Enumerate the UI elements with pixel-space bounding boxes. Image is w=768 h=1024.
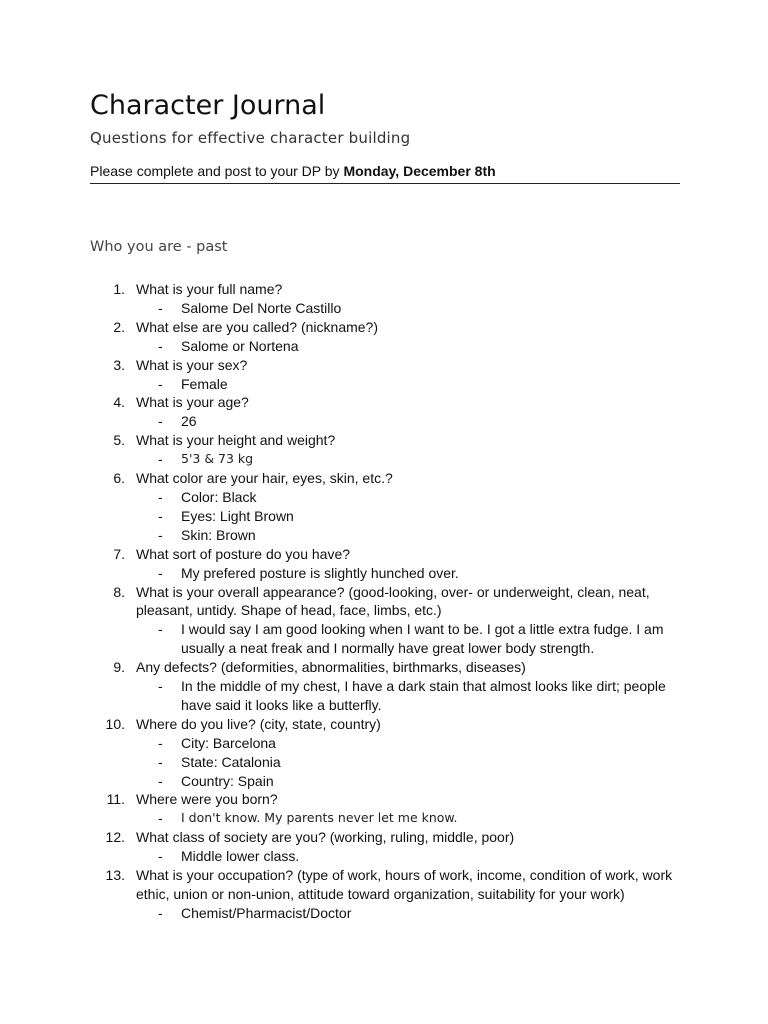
question-text: What is your sex? (136, 356, 248, 373)
question-item (90, 545, 680, 564)
question-item (90, 356, 680, 375)
header-divider (90, 183, 680, 184)
answer-text: I would say I am good looking when I want to be. I got a little extra fudge. I am usually a neat freak and I normally have great lower body strength. (181, 621, 664, 657)
answer-bullet: - (158, 299, 163, 316)
answer-bullet: - (158, 848, 163, 865)
question-number: 6. (113, 470, 125, 487)
instruction-line (90, 163, 680, 179)
question-number: 7. (113, 545, 125, 562)
answer-item (90, 734, 680, 753)
answer-text: Salome or Nortena (181, 337, 299, 354)
answer-bullet: - (158, 451, 163, 468)
question-item (90, 583, 680, 621)
answer-text: My prefered posture is slightly hunched over. (181, 564, 459, 581)
answer-text: Color: Black (181, 488, 257, 505)
question-number: 9. (113, 659, 125, 676)
answer-text: Chemist/Pharmacist/Doctor (181, 904, 352, 921)
answer-bullet: - (158, 678, 163, 695)
answer-bullet: - (158, 564, 163, 581)
answer-bullet: - (158, 772, 163, 789)
answer-text: Salome Del Norte Castillo (181, 299, 342, 316)
question-number: 8. (113, 583, 125, 600)
question-number: 3. (113, 356, 125, 373)
due-date: Monday, December 8th (343, 163, 496, 179)
answer-item (90, 375, 680, 394)
answer-item (90, 904, 680, 923)
answer-text: Female (181, 375, 228, 392)
answer-item (90, 772, 680, 791)
answer-text: City: Barcelona (181, 734, 276, 751)
answer-item (90, 337, 680, 356)
answer-item (90, 847, 680, 866)
page-subtitle: Questions for effective character building (90, 129, 411, 147)
answer-item (90, 620, 680, 658)
answer-item (90, 677, 680, 715)
answer-bullet: - (158, 904, 163, 921)
answer-item (90, 564, 680, 583)
question-number: 2. (113, 318, 125, 335)
question-list (90, 280, 680, 923)
question-number: 5. (113, 432, 125, 449)
question-item (90, 658, 680, 677)
answer-bullet: - (158, 753, 163, 770)
answer-item (90, 488, 680, 507)
answer-bullet: - (158, 621, 163, 638)
question-number: 4. (113, 394, 125, 411)
answer-item (90, 412, 680, 431)
question-text: What is your overall appearance? (good-looking, over- or underweight, clean, neat, pleasant, untidy. Shape of head, face, limbs, etc.) (136, 583, 650, 619)
question-number: 13. (105, 867, 125, 884)
answer-bullet: - (158, 375, 163, 392)
answer-bullet: - (158, 734, 163, 751)
answer-bullet: - (158, 337, 163, 354)
question-text: What class of society are you? (working, ruling, middle, poor) (136, 829, 515, 846)
answer-item (90, 507, 680, 526)
answer-text: Country: Spain (181, 772, 274, 789)
answer-text: State: Catalonia (181, 753, 281, 770)
question-text: What else are you called? (nickname?) (136, 318, 379, 335)
question-text: What sort of posture do you have? (136, 545, 351, 562)
question-text: What is your age? (136, 394, 249, 411)
answer-text: Middle lower class. (181, 848, 300, 865)
question-text: What is your height and weight? (136, 432, 336, 449)
answer-bullet: - (158, 526, 163, 543)
question-item (90, 318, 680, 337)
instruction-text: Please complete and post to your DP by (90, 163, 344, 179)
answer-text: I don't know. My parents never let me know. (181, 810, 458, 826)
page-title: Character Journal (90, 90, 326, 121)
answer-item (90, 809, 680, 828)
question-item (90, 790, 680, 809)
answer-bullet: - (158, 488, 163, 505)
question-item (90, 393, 680, 412)
question-item (90, 469, 680, 488)
question-number: 10. (105, 715, 125, 732)
section-title: Who you are - past (90, 239, 228, 255)
answer-bullet: - (158, 810, 163, 827)
answer-item (90, 299, 680, 318)
question-number: 11. (106, 791, 125, 808)
question-text: Any defects? (deformities, abnormalities, birthmarks, diseases) (136, 659, 526, 676)
answer-bullet: - (158, 507, 163, 524)
answer-item (90, 526, 680, 545)
answer-text: In the middle of my chest, I have a dark stain that almost looks like dirt; people have said it looks like a butterfly. (181, 678, 666, 713)
answer-text: 5'3 & 73 kg (181, 451, 254, 467)
answer-bullet: - (158, 413, 163, 430)
question-text: What is your full name? (136, 281, 283, 297)
question-text: What color are your hair, eyes, skin, etc.? (136, 470, 393, 487)
question-text: What is your occupation? (type of work, hours of work, income, condition of work, work ethic, union or non-union, attitude toward organization, suitability for your work) (136, 867, 673, 902)
question-item (90, 866, 680, 904)
answer-text: Skin: Brown (181, 526, 256, 543)
question-item (90, 431, 680, 450)
question-item (90, 280, 680, 299)
answer-text: Eyes: Light Brown (181, 507, 294, 524)
question-number: 12. (105, 829, 125, 846)
question-item (90, 715, 680, 734)
answer-item (90, 753, 680, 772)
question-number: 1. (113, 281, 125, 297)
answer-item (90, 450, 680, 469)
answer-text: 26 (181, 413, 197, 430)
question-item (90, 828, 680, 847)
question-text: Where were you born? (136, 791, 278, 808)
question-text: Where do you live? (city, state, country) (136, 715, 381, 732)
